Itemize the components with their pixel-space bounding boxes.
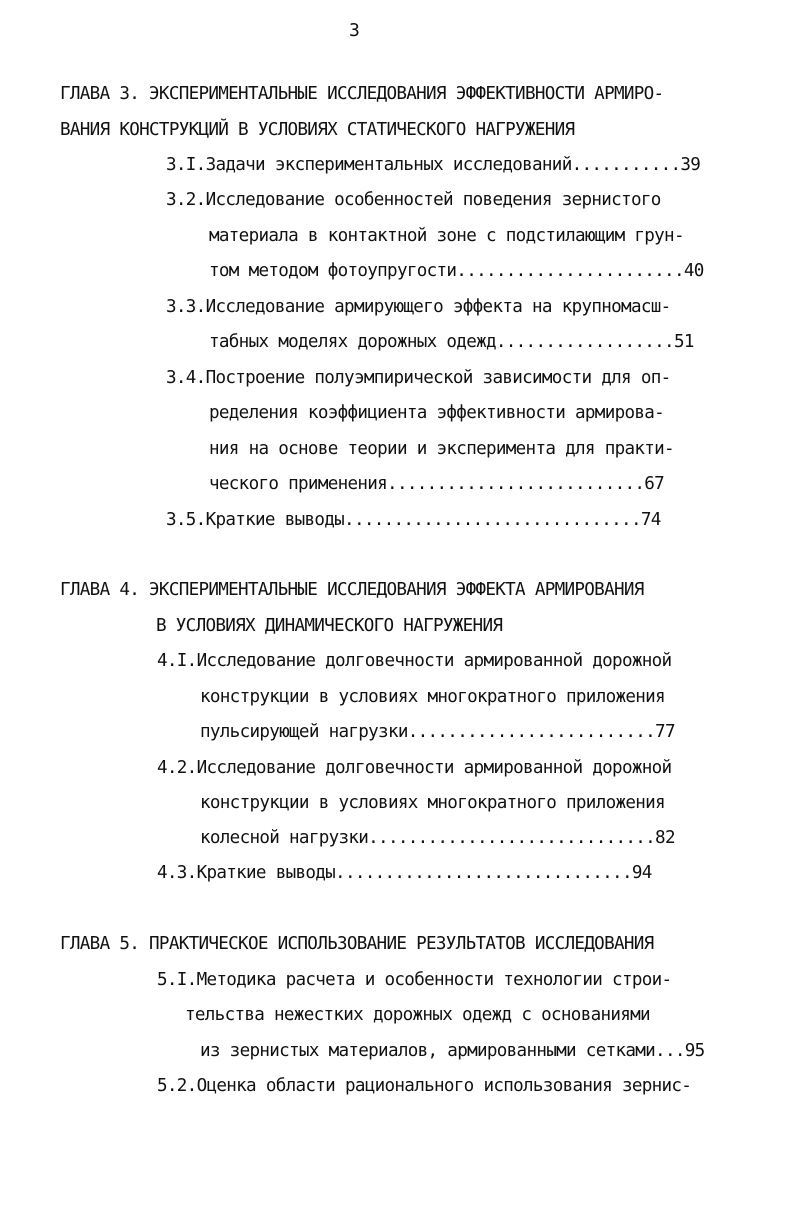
toc-entry-3-5: 3.5.Краткие выводы..............................74 <box>166 510 661 530</box>
chapter-4-title-line-1: ГЛАВА 4. ЭКСПЕРИМЕНТАЛЬНЫЕ ИССЛЕДОВАНИЯ ЭФФЕКТА АРМИРОВАНИЯ <box>60 580 644 600</box>
toc-entry-3-2-line-1: 3.2.Исследование особенностей поведения зернистого <box>166 190 661 210</box>
toc-entry-3-4-line-1: 3.4.Построение полуэмпирической зависимости для оп- <box>166 368 671 388</box>
toc-entry-3-4-line-3: ния на основе теории и эксперимента для практи- <box>209 439 674 459</box>
toc-entry-3-2-line-2: материала в контактной зоне с подстилающим грун- <box>209 226 684 246</box>
toc-entry-4-2-line-3: колесной нагрузки.............................82 <box>200 828 675 848</box>
toc-entry-5-1-line-1: 5.I.Методика расчета и особенности технологии строи- <box>157 970 672 990</box>
toc-entry-4-2-line-1: 4.2.Исследование долговечности армированной дорожной <box>157 758 672 778</box>
toc-entry-4-1-line-2: конструкции в условиях многократного приложения <box>200 687 665 707</box>
toc-entry-3-3-line-1: 3.3.Исследование армирующего эффекта на крупномасш- <box>166 297 671 317</box>
chapter-3-title-line-2: ВАНИЯ КОНСТРУКЦИЙ В УСЛОВИЯХ СТАТИЧЕСКОГО НАГРУЖЕНИЯ <box>60 120 575 140</box>
toc-entry-3-2-line-3: том методом фотоупругости.......................40 <box>209 261 704 281</box>
chapter-4-title-line-2: В УСЛОВИЯХ ДИНАМИЧЕСКОГО НАГРУЖЕНИЯ <box>156 616 503 636</box>
chapter-5-title: ГЛАВА 5. ПРАКТИЧЕСКОЕ ИСПОЛЬЗОВАНИЕ РЕЗУЛЬТАТОВ ИССЛЕДОВАНИЯ <box>60 934 654 954</box>
toc-entry-3-1: 3.I.Задачи экспериментальных исследований...........39 <box>166 155 701 175</box>
toc-entry-3-4-line-2: ределения коэффициента эффективности армирова- <box>209 403 665 423</box>
toc-entry-5-1-line-2: тельства нежестких дорожных одежд с основаниями <box>185 1005 650 1025</box>
toc-entry-3-4-line-4: ческого применения..........................67 <box>209 474 665 494</box>
toc-entry-4-1-line-3: пульсирующей нагрузки.........................77 <box>200 722 675 742</box>
toc-entry-5-1-line-3: из зернистых материалов, армированными сетками...95 <box>200 1041 705 1061</box>
toc-entry-4-3: 4.3.Краткие выводы..............................94 <box>157 863 652 883</box>
toc-entry-5-2-line-1: 5.2.Оценка области рационального использования зернис- <box>157 1076 692 1096</box>
toc-entry-4-2-line-2: конструкции в условиях многократного приложения <box>200 793 665 813</box>
chapter-3-title-line-1: ГЛАВА 3. ЭКСПЕРИМЕНТАЛЬНЫЕ ИССЛЕДОВАНИЯ ЭФФЕКТИВНОСТИ АРМИРО- <box>60 84 664 104</box>
toc-entry-3-3-line-2: табных моделях дорожных одежд..................51 <box>209 332 694 352</box>
toc-entry-4-1-line-1: 4.I.Исследование долговечности армированной дорожной <box>157 651 672 671</box>
page-number: 3 <box>349 20 360 41</box>
